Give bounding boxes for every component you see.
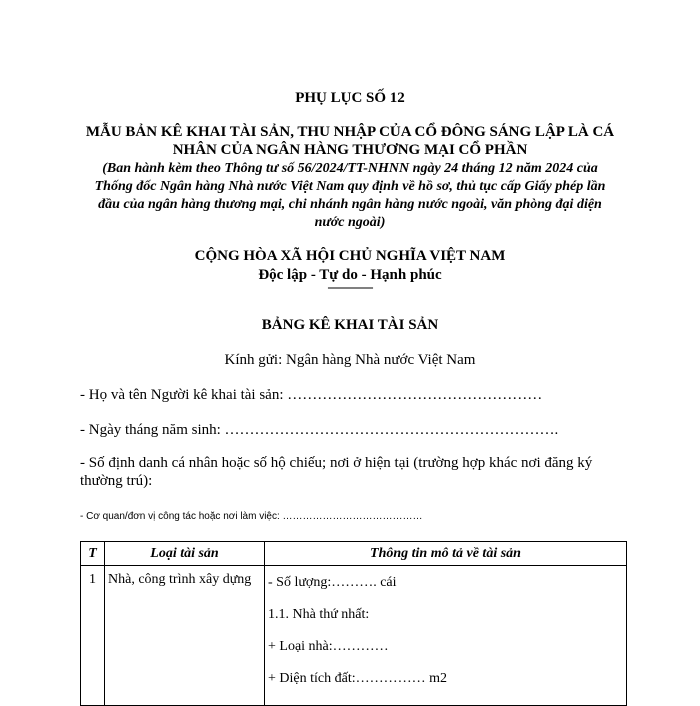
form-title-line-1: MẪU BẢN KÊ KHAI TÀI SẢN, THU NHẬP CỦA CỔ ĐÔNG SÁNG LẬP LÀ CÁ <box>85 124 615 140</box>
issuance-note-line-1: (Ban hành kèm theo Thông tư số 56/2024/TT-NHNN ngày 24 tháng 12 năm 2024 của <box>102 161 598 176</box>
form-title-line-2: NHÂN CỦA NGÂN HÀNG THƯƠNG MẠI CỔ PHẦN <box>172 142 528 158</box>
workplace-field: - Cơ quan/đơn vị công tác hoặc nơi làm việc: …………………………………… <box>80 511 423 522</box>
asset-type-cell: Nhà, công trình xây dựng <box>105 566 265 706</box>
column-header-index: T <box>81 542 105 566</box>
national-motto: Độc lập - Tự do - Hạnh phúc <box>258 267 442 283</box>
house-type-line: + Loại nhà:………… <box>268 639 389 654</box>
row-index-cell: 1 <box>81 566 105 706</box>
first-house-line: 1.1. Nhà thứ nhất: <box>268 607 370 622</box>
recipient-line: Kính gửi: Ngân hàng Nhà nước Việt Nam <box>224 352 476 368</box>
national-name: CỘNG HÒA XÃ HỘI CHỦ NGHĨA VIỆT NAM <box>194 248 506 264</box>
land-area-line: + Diện tích đất:…………… m2 <box>268 671 447 686</box>
id-number-field-line-1: - Số định danh cá nhân hoặc số hộ chiếu; nơi ở hiện tại (trường hợp khác nơi đăng ký <box>80 455 593 471</box>
id-number-field-line-2: thường trú): <box>80 473 153 489</box>
issuance-note-line-3: đầu của ngân hàng thương mại, chi nhánh ngân hàng nước ngoài, văn phòng đại diện <box>98 197 602 212</box>
issuance-note-line-4: nước ngoài) <box>314 215 386 230</box>
date-of-birth-field: - Ngày tháng năm sinh: …………………………………………………………. <box>80 422 559 438</box>
appendix-number: PHỤ LỤC SỐ 12 <box>295 90 405 106</box>
declarant-name-field: - Họ và tên Người kê khai tài sản: …………………………………………… <box>80 387 543 403</box>
asset-table-header-row <box>81 542 627 566</box>
issuance-note-line-2: Thống đốc Ngân hàng Nhà nước Việt Nam quy định về hồ sơ, thủ tục cấp Giấy phép lần <box>94 179 606 194</box>
motto-divider: --------------- <box>327 280 373 294</box>
asset-table <box>80 541 627 706</box>
quantity-line: - Số lượng:………. cái <box>268 575 397 590</box>
table-row <box>81 566 627 706</box>
column-header-asset-description: Thông tin mô tả về tài sản <box>265 542 627 566</box>
declaration-title: BẢNG KÊ KHAI TÀI SẢN <box>261 317 439 333</box>
asset-description-cell <box>265 566 627 706</box>
column-header-asset-type: Loại tài sản <box>105 542 265 566</box>
